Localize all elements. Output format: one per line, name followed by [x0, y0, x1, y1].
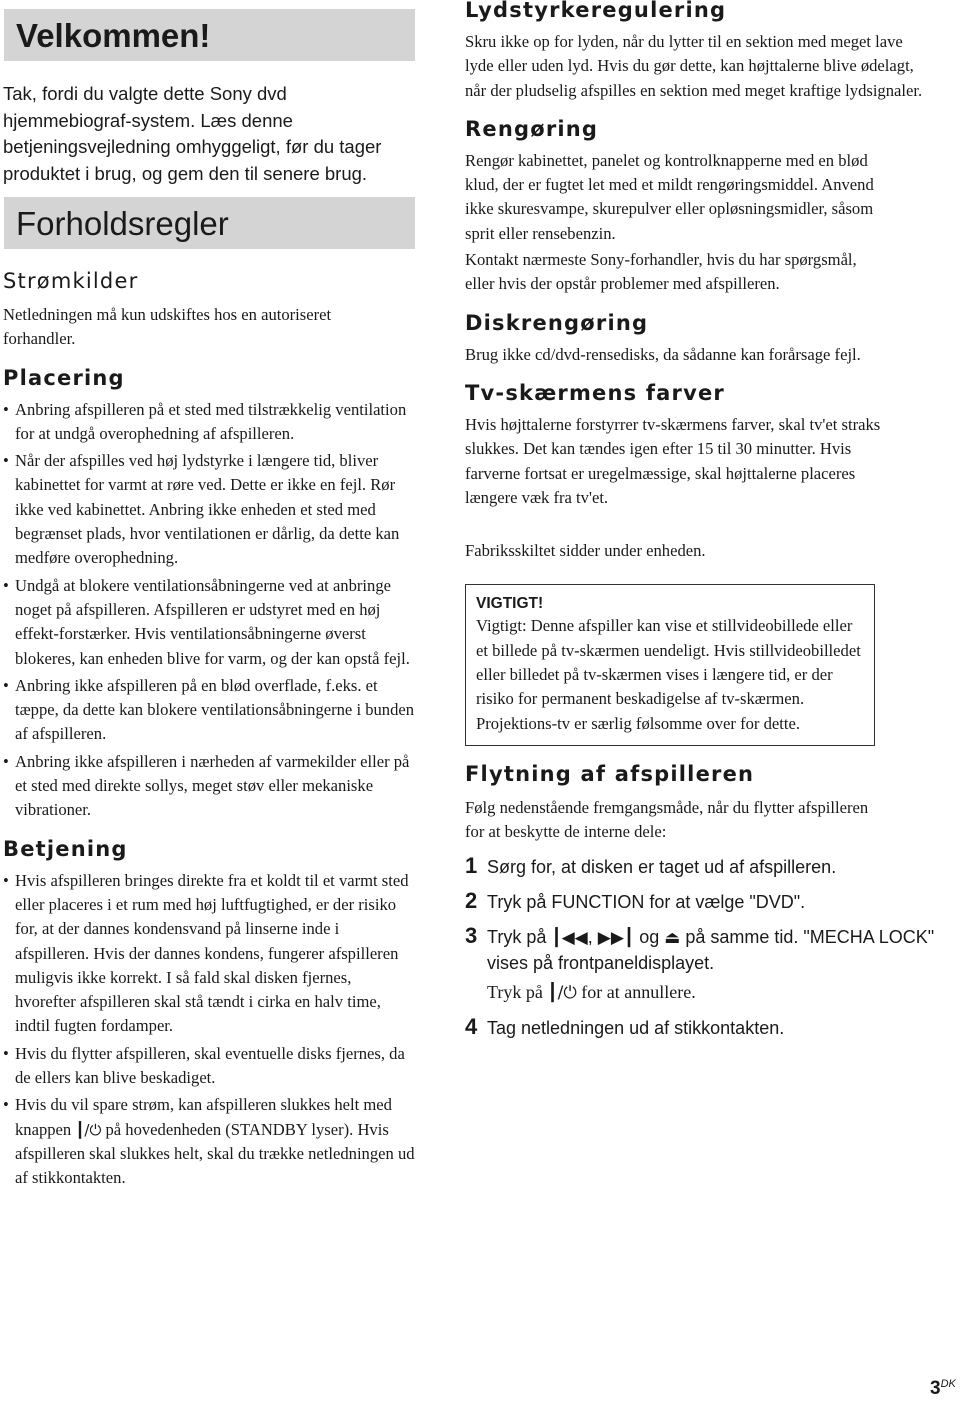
welcome-text: Tak, fordi du valgte dette Sony dvd hjemmebiograf-system. Læs denne betjeningsvejledning omhyggeligt, før du tager produktet i brug, og gem den til senere brug. — [3, 83, 382, 184]
step-item — [465, 887, 935, 915]
next-track-icon: ▶▶┃ — [597, 927, 635, 948]
placement-list — [3, 398, 415, 823]
step-number: 2 — [465, 887, 478, 913]
step-text: Tryk på FUNCTION for at vælge "DVD". — [487, 891, 806, 912]
disc-cleaning-heading: Diskrengøring — [465, 310, 649, 335]
list-item: • Anbring ikke afspilleren på en blød overflade, f.eks. et tæppe, da dette kan blokere ventilationsåbningerne i bunden af afspilleren. — [3, 674, 415, 747]
power-text: Netledningen må kun udskiftes hos en autoriseret forhandler. — [3, 305, 332, 349]
welcome-bar — [4, 9, 415, 61]
power-heading: Strømkilder — [3, 269, 139, 293]
step-subtext-suffix: for at annullere. — [581, 981, 696, 1002]
previous-track-icon: ┃◀◀ — [551, 927, 588, 948]
welcome-title: Velkommen! — [16, 17, 211, 54]
power-standby-icon: ┃/⏻ — [547, 982, 577, 1003]
precautions-bar — [4, 197, 415, 249]
moving-heading: Flytning af afspilleren — [465, 761, 755, 786]
placement-heading: Placering — [3, 365, 125, 390]
standby-text-part2: på hovedenheden (STANDBY lyser). Hvis afspilleren skal slukkes helt, skal du trække netledningen ud af stikkontakten. — [15, 1119, 415, 1188]
page-number-value: 3 — [930, 1378, 941, 1399]
standby-text-part1: Hvis du vil spare strøm, kan afspilleren slukkes helt med knappen — [15, 1095, 392, 1139]
cleaning-heading: Rengøring — [465, 116, 599, 141]
step-text-sep2: og — [639, 926, 660, 947]
disc-cleaning-text: Brug ikke cd/dvd-rensedisks, da sådanne kan forårsage fejl. — [465, 344, 861, 364]
eject-icon: ⏏ — [664, 927, 681, 948]
page-number — [930, 1378, 956, 1400]
cleaning-text-1: Rengør kabinettet, panelet og kontrolknapperne med en blød klud, der er fugtet let med et mildt rengøringsmiddel. Anvend ikke skuresvampe, skurepulver eller opløsningsmidler, såsom sprit eller rensebenzin. — [465, 150, 874, 243]
power-standby-icon: ┃/⏻ — [75, 1120, 102, 1139]
step-text-prefix: Tryk på — [487, 926, 547, 947]
label-location-text: Fabriksskiltet sidder under enheden. — [465, 541, 706, 561]
volume-heading: Lydstyrkeregulering — [465, 0, 727, 22]
step-text-sep1: , — [587, 926, 593, 947]
step-subtext-prefix: Tryk på — [487, 981, 543, 1002]
tv-colors-text: Hvis højttalerne forstyrrer tv-skærmens farver, skal tv'et straks slukkes. Det kan tændes igen efter 15 til 30 minutter. Hvis farverne fortsat er uregelmæssige, skal højttalerne placeres længere væk fra tv'et. — [465, 414, 881, 507]
cleaning-text-2: Kontakt nærmeste Sony-forhandler, hvis du har spørgsmål, eller hvis der opstår problemer med afspilleren. — [465, 250, 857, 294]
list-item: • Undgå at blokere ventilationsåbningerne ved at anbringe noget på afspilleren. Afspilleren er udstyret med en høj effekt-forstærker. Hvis ventilationsåbningerne øverst blokeres, kan enheden blive for varm, og der kan opstå fejl. — [3, 574, 415, 671]
step-item — [465, 852, 935, 880]
step-text: Sørg for, at disken er taget ud af afspilleren. — [487, 856, 837, 877]
volume-text: Skru ikke op for lyden, når du lytter til en sektion med meget lave lyde eller uden lyd. Hvis du gør dette, kan højttalerne blive ødelagt, når der pludselig afspilles en sektion med meget kraftige lydsignaler. — [465, 32, 923, 100]
list-item: • Anbring ikke afspilleren i nærheden af varmekilder eller på et sted med direkte sollys, meget støv eller mekaniske vibrationer. — [3, 750, 415, 823]
moving-steps — [465, 852, 935, 1041]
step-subtext — [487, 980, 935, 1006]
step-number: 3 — [465, 922, 478, 948]
list-item: • Hvis afspilleren bringes direkte fra et koldt til et varmt sted eller placeres i et rum med høj luftfugtighed, er der risiko for, at der dannes kondensvand på linserne inde i afspilleren. Hvis der dannes kondens, fungerer afspilleren muligvis ikke korrekt. I så fald skal disken fjernes, hvorefter afspilleren skal stå tændt i cirka en halv time, indtil fugten fordamper. — [3, 869, 415, 1039]
list-item: • Anbring afspilleren på et sted med tilstrækkelig ventilation for at undgå overophedning af afspilleren. — [3, 398, 415, 447]
tv-colors-heading: Tv-skærmens farver — [465, 380, 725, 405]
step-item — [465, 1013, 935, 1041]
step-number: 4 — [465, 1013, 478, 1039]
moving-intro: Følg nedenstående fremgangsmåde, når du flytter afspilleren for at beskytte de interne dele: — [465, 797, 869, 842]
step-item — [465, 922, 935, 1006]
step-number: 1 — [465, 852, 478, 878]
step-text-suffix: på samme tid. "MECHA LOCK" vises på frontpaneldisplayet. — [487, 926, 935, 973]
page-language-suffix: DK — [940, 1378, 956, 1390]
list-item: • Når der afspilles ved høj lydstyrke i længere tid, bliver kabinettet for varmt at røre ved. Dette er ikke en fejl. Rør ikke ved kabinettet. Anbring ikke enheden et sted med begrænset plads, hvor ventilationen er dårlig, da dette kan medføre overophedning. — [3, 449, 415, 570]
list-item — [3, 1093, 415, 1190]
step-text: Tag netledningen ud af stikkontakten. — [487, 1017, 785, 1038]
important-box — [465, 584, 875, 745]
important-heading: VIGTIGT! — [476, 595, 544, 613]
precautions-title: Forholdsregler — [16, 205, 229, 242]
operation-heading: Betjening — [3, 836, 128, 861]
operation-list — [3, 869, 415, 1191]
important-text: Vigtigt: Denne afspiller kan vise et stillvideobillede eller et billede på tv-skærmen uendeligt. Hvis stillvideobilledet eller billedet på tv-skærmen vises i længere tid, er der risiko for permanent beskadigelse af tv-skærmen. Projektions-tv er særlig følsomme over for dette. — [476, 616, 861, 733]
list-item: • Hvis du flytter afspilleren, skal eventuelle disks fjernes, da de ellers kan blive beskadiget. — [3, 1042, 415, 1091]
